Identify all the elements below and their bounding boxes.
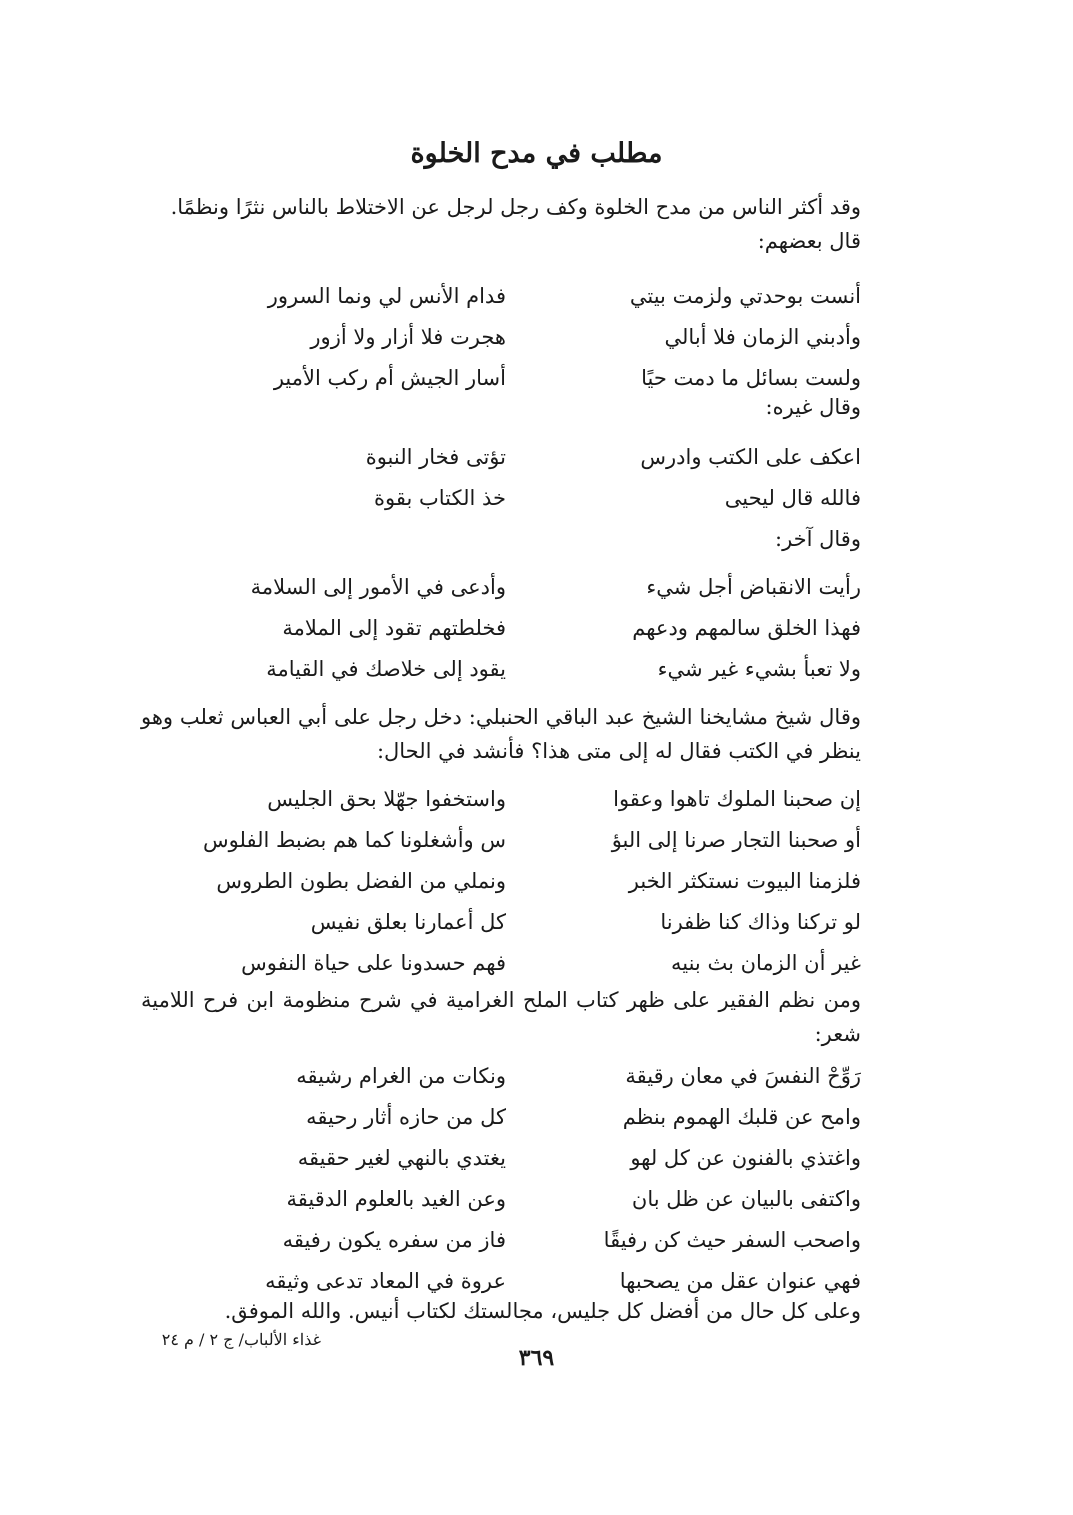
verse-second-hemistich: أسار الجيش أم ركب الأمير <box>273 365 506 390</box>
verse-second-hemistich: هجرت فلا أزار ولا أزور <box>310 324 506 349</box>
narrative-paragraph: وقال شيخ مشايخنا الشيخ عبد الباقي الحنبلي: دخل رجل على أبي العباس ثعلب وهو ينظر في الكتب فقال له إلى متى هذا؟ فأنشد في الحال: <box>141 705 861 763</box>
poem-2 <box>161 436 861 518</box>
verse-second-hemistich: ونكات من الغرام رشيقه <box>296 1063 506 1088</box>
verse-second-hemistich: خذ الكتاب بقوة <box>373 485 506 510</box>
verse-second-hemistich: يغتدي بالنهي لغير حقيقه <box>297 1145 506 1170</box>
page-number: ٣٦٩ <box>518 1345 555 1371</box>
verse-second-hemistich: فخلطتهم تقود إلى الملامة <box>282 615 506 640</box>
poem-4 <box>161 778 861 983</box>
footnote-reference: غذاء الألباب/ ج ٢ / م ٢٤ <box>161 1330 321 1349</box>
poem-5 <box>161 1055 861 1301</box>
verse-first-hemistich: واغتذي بالفنون عن كل لهو <box>630 1145 861 1170</box>
verse <box>161 436 861 477</box>
closing-line: وعلى كل حال من أفضل كل جليس، مجالستك لكتاب أنيس. والله الموفق. <box>224 1299 861 1323</box>
attribution-label-3: وقال آخر: <box>775 527 861 551</box>
attribution-label-1: قال بعضهم: <box>757 229 861 253</box>
verse-first-hemistich: فهذا الخلق سالمهم ودعهم <box>632 615 861 640</box>
verse <box>161 566 861 607</box>
verse <box>161 648 861 689</box>
verse <box>161 1055 861 1096</box>
verse-second-hemistich: كل من حازه أثار رحيقه <box>306 1104 506 1129</box>
verse-second-hemistich: وأدعى في الأمور إلى السلامة <box>250 574 506 599</box>
verse-second-hemistich: ونملي من الفضل بطون الطروس <box>216 868 506 893</box>
verse-first-hemistich: رأيت الانقباض أجل شيء <box>646 574 861 599</box>
verse-first-hemistich: أنست بوحدتي ولزمت بيتي <box>629 283 861 308</box>
verse-first-hemistich: فهي عنوان عقل من يصحبها <box>619 1268 861 1293</box>
verse-second-hemistich: يقود إلى خلاصك في القيامة <box>266 656 506 681</box>
verse-second-hemistich: فدام الأنس لي ونما السرور <box>267 283 506 308</box>
verse-second-hemistich: تؤتى فخار النبوة <box>365 444 506 469</box>
intro-paragraph: وقد أكثر الناس من مدح الخلوة وكف رجل لرجل عن الاختلاط بالناس نثرًا ونظمًا. <box>170 195 861 219</box>
verse <box>161 1178 861 1219</box>
verse-first-hemistich: واصحب السفر حيث كن رفيقًا <box>603 1227 861 1252</box>
verse-second-hemistich: فهم حسدونا على حياة النفوس <box>241 950 506 975</box>
verse-first-hemistich: اعكف على الكتب وادرس <box>640 444 861 469</box>
verse <box>161 357 861 398</box>
verse-first-hemistich: واكتفى بالبيان عن ظل بان <box>631 1186 861 1211</box>
verse <box>161 1137 861 1178</box>
verse <box>161 860 861 901</box>
verse-second-hemistich: كل أعمارنا بعلق نفيس <box>310 909 506 934</box>
verse <box>161 607 861 648</box>
attribution-label-2: وقال غيره: <box>765 395 861 419</box>
verse <box>161 1096 861 1137</box>
verse-first-hemistich: وأدبني الزمان فلا أبالي <box>664 324 861 349</box>
poem-3 <box>161 566 861 689</box>
verse-second-hemistich: عروة في المعاد تدعى وثيقه <box>265 1268 506 1293</box>
verse-second-hemistich: واستخفوا جهّلا بحق الجليس <box>267 786 506 811</box>
verse-second-hemistich: فاز من سفره يكون رفيقه <box>282 1227 506 1252</box>
verse-first-hemistich: أو صحبنا التجار صرنا إلى البؤ <box>611 827 861 852</box>
verse-first-hemistich: رَوِّحْ النفسَ في معان رقيقة <box>625 1063 861 1088</box>
author-note-paragraph: ومن نظم الفقير على ظهر كتاب الملح الغرامية في شرح منظومة ابن فرح اللامية شعر: <box>141 988 861 1046</box>
verse <box>161 819 861 860</box>
verse <box>161 942 861 983</box>
verse-first-hemistich: فالله قال ليحيى <box>724 485 861 510</box>
verse <box>161 778 861 819</box>
verse-first-hemistich: ولست بسائل ما دمت حيًا <box>641 365 861 390</box>
verse <box>161 901 861 942</box>
verse-second-hemistich: وعن الغيد بالعلوم الدقيقة <box>286 1186 506 1211</box>
verse-second-hemistich: س وأشغلونا كما هم بضبط الفلوس <box>203 827 506 852</box>
verse <box>161 275 861 316</box>
verse-first-hemistich: ولا تعبأ بشيء غير شيء <box>657 656 861 681</box>
verse-first-hemistich: غير أن الزمان بث بنيه <box>671 950 861 975</box>
verse <box>161 316 861 357</box>
verse <box>161 477 861 518</box>
verse-first-hemistich: لو تركنا وذاك كنا ظفرنا <box>660 909 861 934</box>
verse-first-hemistich: فلزمنا البيوت نستكثر الخبر <box>628 868 861 893</box>
page-title: مطلب في مدح الخلوة <box>410 138 663 169</box>
poem-1 <box>161 275 861 398</box>
verse <box>161 1219 861 1260</box>
verse-first-hemistich: وامح عن قلبك الهموم بنظم <box>622 1104 861 1129</box>
verse-first-hemistich: إن صحبنا الملوك تاهوا وعقوا <box>613 786 861 811</box>
